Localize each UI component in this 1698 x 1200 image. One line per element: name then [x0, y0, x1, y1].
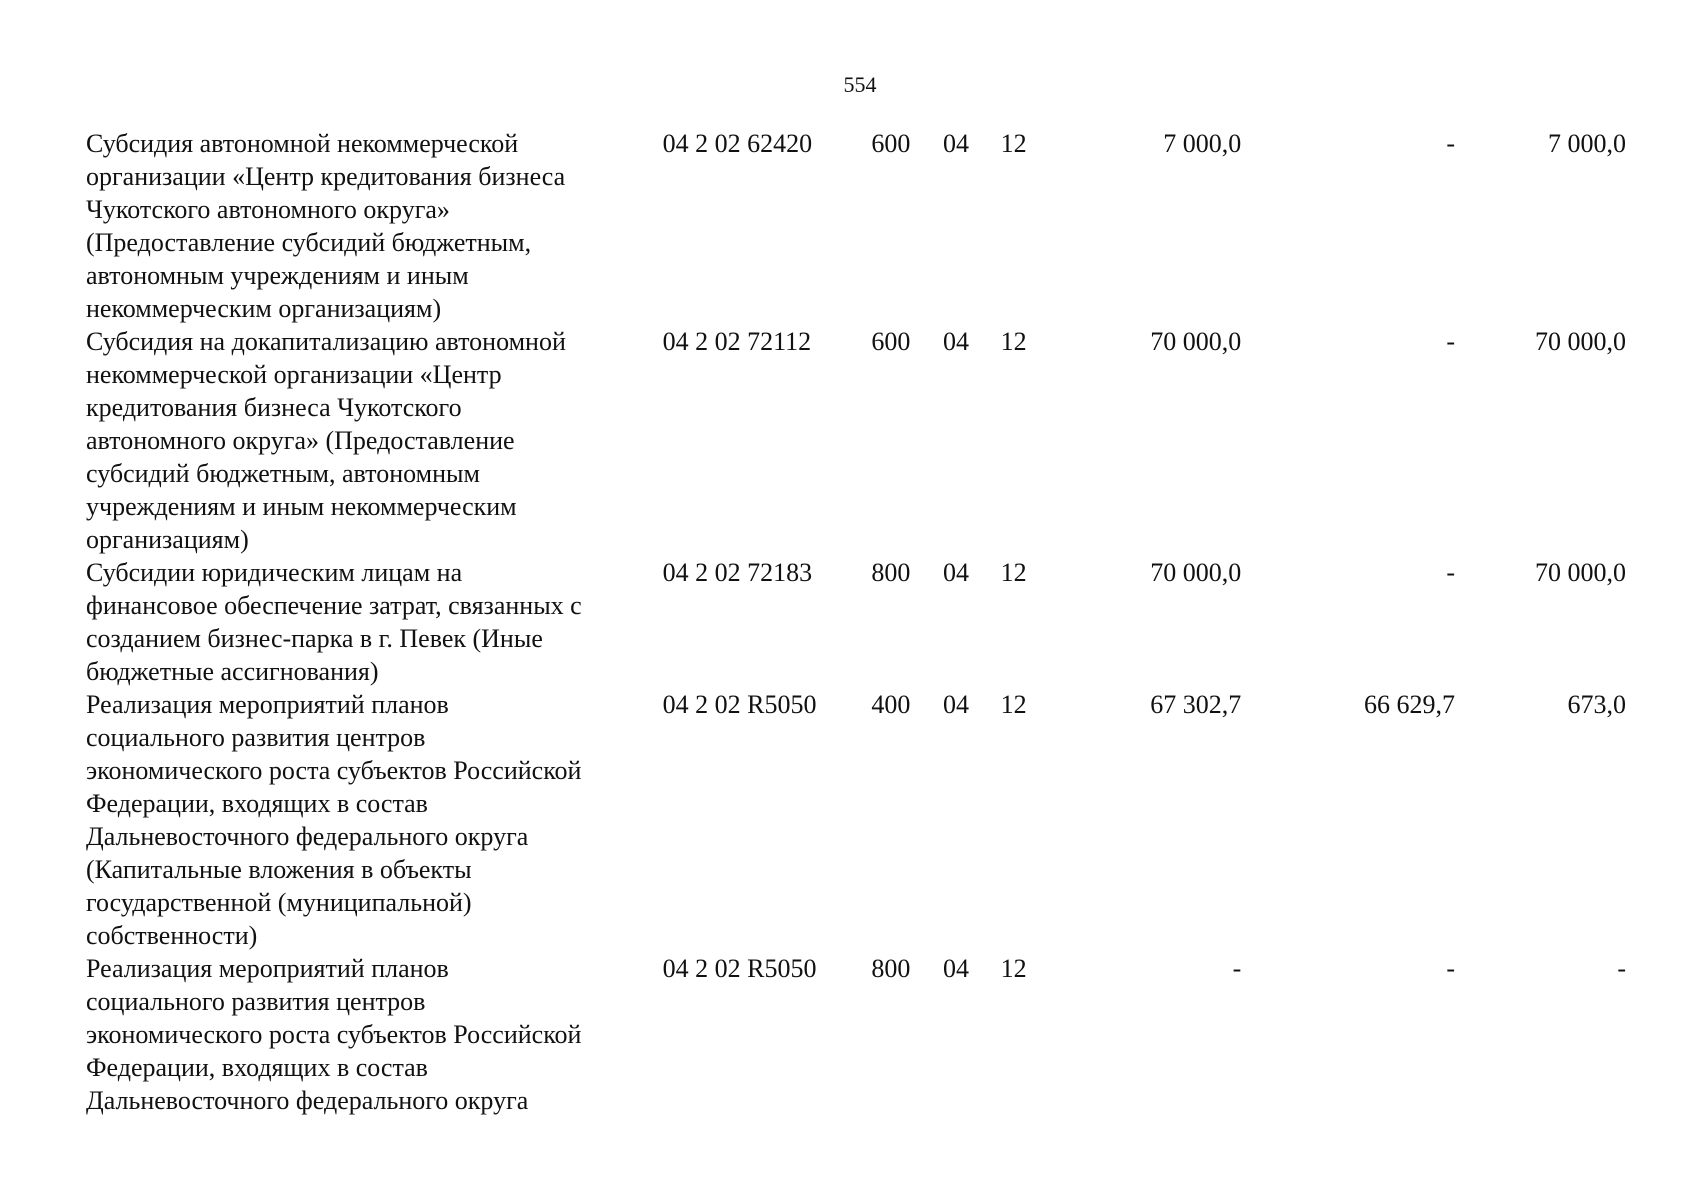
section-code: 04	[942, 327, 969, 356]
row-name-line: организации «Центр кредитования бизнеса	[86, 162, 566, 191]
target-article-code: 04 2 02 R5050	[662, 954, 817, 983]
section-code: 04	[942, 558, 969, 587]
row-name-line: бюджетные ассигнования)	[86, 657, 379, 686]
row-name-line: Субсидия автономной некоммерческой	[86, 129, 519, 158]
target-article-code: 04 2 02 72183	[662, 558, 813, 587]
federal-amount: -	[1446, 327, 1455, 356]
row-name-line: Федерации, входящих в состав	[86, 1053, 428, 1082]
regional-amount: 673,0	[1567, 690, 1626, 719]
total-amount: 67 302,7	[1150, 690, 1242, 719]
subsection-code: 12	[1000, 690, 1027, 719]
total-amount: 7 000,0	[1163, 129, 1242, 158]
federal-amount: -	[1446, 129, 1455, 158]
table-row	[86, 688, 1626, 952]
total-amount: -	[1232, 954, 1242, 983]
total-amount: 70 000,0	[1150, 558, 1242, 587]
table-row	[86, 556, 1626, 688]
target-article-code: 04 2 02 72112	[662, 327, 812, 356]
table-row	[86, 952, 1626, 1117]
section-code: 04	[942, 129, 969, 158]
target-article-code: 04 2 02 62420	[662, 129, 813, 158]
row-name-line: Субсидия на докапитализацию автономной	[86, 327, 566, 356]
row-name-line: государственной (муниципальной)	[86, 888, 472, 917]
expense-type-code: 800	[871, 954, 911, 983]
row-name-line: учреждениям и иным некоммерческим	[86, 492, 517, 521]
row-name-line: Дальневосточного федерального округа	[86, 1086, 529, 1115]
row-name-line: некоммерческим организациям)	[86, 294, 442, 323]
table-row	[86, 325, 1626, 556]
row-name-line: Реализация мероприятий планов	[86, 690, 449, 719]
row-name-line: Реализация мероприятий планов	[86, 954, 449, 983]
row-name	[86, 688, 663, 952]
row-name-line: созданием бизнес-парка в г. Певек (Иные	[86, 624, 543, 653]
row-name-line: (Капитальные вложения в объекты	[86, 855, 472, 884]
row-name-line: автономного округа» (Предоставление	[86, 426, 515, 455]
section-code: 04	[942, 690, 969, 719]
row-name-line: социального развития центров	[86, 723, 426, 752]
row-name-line: субсидий бюджетным, автономным	[86, 459, 480, 488]
expense-type-code: 600	[871, 129, 911, 158]
row-name-line: автономным учреждениям и иным	[86, 261, 469, 290]
target-article-code: 04 2 02 R5050	[662, 690, 817, 719]
row-name-line: экономического роста субъектов Российской	[86, 756, 582, 785]
table-row	[86, 127, 1626, 325]
row-name-line: некоммерческой организации «Центр	[86, 360, 502, 389]
row-name-line: финансовое обеспечение затрат, связанных с	[86, 591, 582, 620]
row-name-line: Федерации, входящих в состав	[86, 789, 428, 818]
regional-amount: 7 000,0	[1547, 129, 1626, 158]
row-name-line: социального развития центров	[86, 987, 426, 1016]
expense-type-code: 600	[871, 327, 911, 356]
total-amount: 70 000,0	[1150, 327, 1242, 356]
row-name	[86, 127, 663, 325]
regional-amount: 70 000,0	[1534, 327, 1626, 356]
subsection-code: 12	[1000, 129, 1027, 158]
regional-amount: -	[1617, 954, 1626, 983]
subsection-code: 12	[1000, 954, 1027, 983]
budget-table	[86, 127, 1626, 1117]
row-name-line: Субсидии юридическим лицам на	[86, 558, 463, 587]
row-name-line: организациям)	[86, 525, 249, 554]
section-code: 04	[942, 954, 969, 983]
federal-amount: -	[1446, 558, 1455, 587]
row-name-line: экономического роста субъектов Российской	[86, 1020, 582, 1049]
expense-type-code: 800	[871, 558, 911, 587]
row-name-line: (Предоставление субсидий бюджетным,	[86, 228, 532, 257]
subsection-code: 12	[1000, 558, 1027, 587]
row-name	[86, 325, 663, 556]
expense-type-code: 400	[871, 690, 911, 719]
row-name-line: собственности)	[86, 921, 258, 950]
row-name-line: Чукотского автономного округа»	[86, 195, 450, 224]
federal-amount: 66 629,7	[1363, 690, 1455, 719]
subsection-code: 12	[1000, 327, 1027, 356]
regional-amount: 70 000,0	[1534, 558, 1626, 587]
row-name-line: Дальневосточного федерального округа	[86, 822, 529, 851]
row-name	[86, 952, 663, 1117]
row-name-line: кредитования бизнеса Чукотского	[86, 393, 462, 422]
page-number: 554	[843, 72, 877, 97]
row-name	[86, 556, 663, 688]
federal-amount: -	[1446, 954, 1455, 983]
